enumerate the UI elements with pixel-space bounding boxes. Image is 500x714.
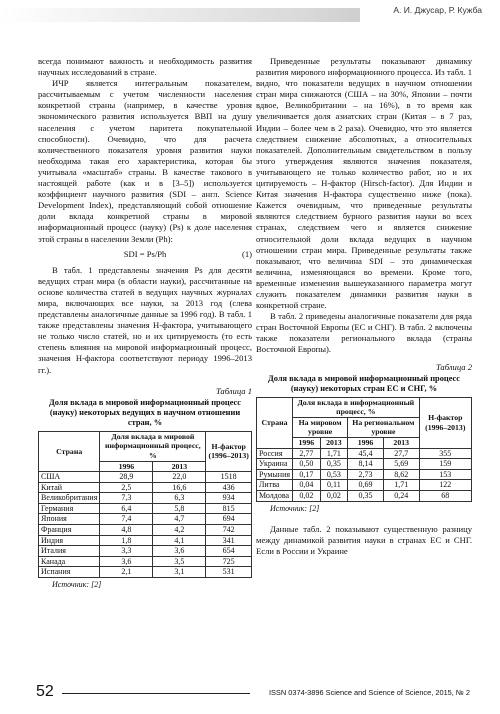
header-gradient-bar (0, 8, 360, 22)
cell-value: 2,1 (100, 567, 153, 578)
table-row (39, 535, 252, 546)
table-caption: Таблица 1 (215, 385, 252, 396)
cell-value: 934 (206, 493, 252, 504)
cell-value: 725 (206, 556, 252, 567)
table-row (39, 503, 252, 514)
footer-rule (62, 693, 250, 694)
cell-value: 3,6 (153, 546, 206, 557)
table-row (39, 546, 252, 557)
table-row (39, 525, 252, 536)
table-caption: Таблица 2 (435, 361, 472, 372)
cell-value: 16,6 (153, 482, 206, 493)
header-year: 1996 (293, 438, 321, 449)
table-2 (256, 397, 472, 502)
table-source: Источник: [2] (270, 503, 320, 513)
left-column (38, 56, 252, 590)
paragraph: Данные табл. 2 показывают существенную разницу между динамикой развития науки в странах ЕС и СНГ. Если в России и Украине (256, 523, 472, 556)
table-title: Доля вклада в мировой информационный процесс (науку) некоторых ведущих в научном отношении стран, % (49, 397, 241, 427)
cell-value: 4,1 (153, 535, 206, 546)
cell-value: 2,77 (293, 448, 321, 459)
cell-country: Румыния (257, 469, 293, 480)
table-title: Доля вклада в мировой информационный процесс (науку) некоторых стран ЕС и СНГ, % (268, 373, 460, 393)
cell-value: 8,62 (383, 469, 419, 480)
header-country: Страна (257, 397, 293, 448)
journal-info: ISSN 0374-3896 Science and Science of Science, 2015, № 2 (268, 688, 470, 697)
cell-value: 2,73 (348, 469, 384, 480)
cell-value: 3,6 (100, 556, 153, 567)
cell-value: 22,0 (153, 472, 206, 483)
page-header (0, 0, 500, 38)
page-number: 52 (36, 683, 54, 700)
cell-country: США (39, 472, 100, 483)
cell-value: 654 (206, 546, 252, 557)
cell-value: 5,8 (153, 503, 206, 514)
table-row (257, 459, 472, 470)
right-column (256, 56, 472, 557)
cell-value: 27,7 (383, 448, 419, 459)
paragraph: В табл. 2 приведены аналогичные показатели для ряда стран Восточной Европы (ЕС и СНГ). В табл. 2 включены также показатели регионального вклада (страны Восточной Европы). (256, 311, 472, 355)
cell-value: 6,4 (100, 503, 153, 514)
cell-value: 153 (419, 469, 471, 480)
formula (38, 249, 252, 260)
cell-value: 0,53 (320, 469, 348, 480)
cell-country: Япония (39, 514, 100, 525)
cell-value: 8,14 (348, 459, 384, 470)
cell-value: 531 (206, 567, 252, 578)
cell-value: 4,7 (153, 514, 206, 525)
cell-value: 68 (419, 490, 471, 501)
cell-value: 3,3 (100, 546, 153, 557)
cell-value: 7,3 (100, 493, 153, 504)
table-1 (38, 431, 252, 578)
cell-value: 4,2 (153, 525, 206, 536)
header-country: Страна (39, 431, 100, 471)
table-row (39, 472, 252, 483)
header-world: На мировом уровне (293, 417, 348, 437)
paragraph: В табл. 1 представлены значения Ps для десяти ведущих стран мира (в области науки), рассчитанные на основе количества статей в ведущих научных журналах мира, включающих все науки, за 2013 год (слева представлены аналогичные данные за 1996 год). В табл. 1 также представлены значения Н-фактора, учитывающего не только число статей, но и их цитируемость (то есть степень влияния на мировой информационный процесс, значения Н-фактора соответствуют периоду 1996–2013 гг.). (38, 264, 252, 375)
cell-value: 5,69 (383, 459, 419, 470)
cell-country: Россия (257, 448, 293, 459)
cell-value: 1518 (206, 472, 252, 483)
cell-value: 0,04 (293, 480, 321, 491)
table-row (39, 482, 252, 493)
cell-value: 3,1 (153, 567, 206, 578)
cell-value: 6,3 (153, 493, 206, 504)
cell-value: 1,71 (383, 480, 419, 491)
table-row (257, 480, 472, 491)
header-year: 2013 (320, 438, 348, 449)
table-row (39, 514, 252, 525)
table-row (257, 490, 472, 501)
header-year: 2013 (383, 438, 419, 449)
cell-value: 694 (206, 514, 252, 525)
table-row (39, 567, 252, 578)
running-head-authors: А. И. Джусар, Р. Кужба (393, 5, 482, 15)
cell-value: 436 (206, 482, 252, 493)
table-row (39, 493, 252, 504)
page-footer (0, 683, 500, 707)
cell-country: Италия (39, 546, 100, 557)
cell-value: 742 (206, 525, 252, 536)
formula-expression: SDI = Ps/Ph (123, 248, 167, 259)
formula-number: (1) (241, 248, 252, 259)
cell-value: 28,9 (100, 472, 153, 483)
cell-value: 815 (206, 503, 252, 514)
cell-country: Великобритания (39, 493, 100, 504)
cell-country: Франция (39, 525, 100, 536)
table-row (39, 556, 252, 567)
header-share: Доля вклада в мировой информационный процесс, % (100, 431, 206, 461)
table-row (257, 469, 472, 480)
cell-value: 45,4 (348, 448, 384, 459)
cell-value: 0,17 (293, 469, 321, 480)
cell-value: 1,71 (320, 448, 348, 459)
paragraph: Приведенные результаты показывают динамику развития мирового информационного процесса. Из табл. 1 видно, что показатели ведущих в научном отношении стран мира снижаются (США – на 30%, Японии – почти вдвое, Великобритании – на 16%), в то время как увеличивается доля азиатских стран (Китая – в 7 раз, Индии – более чем в 2 раза). Очевидно, что это является следствием снижение абсолютных, а относительных показателей. Дополнительным свидетельством в пользу этого утверждения являются значения показателя, учитывающего не только количество работ, но и их цитируемость – Н-фактор (Hirsch-factor). Для Индии и Китая значения Н-фактора существенно ниже (пока). Кажется очевидным, что приведенные результаты являются следствием бурного развития науки во всех странах, следствием чего и является снижение относительной доли вклада ведущих в научном отношении стран мира. Приведенные результаты также показывают, что величина SDI – это динамическая величина, изменяющаяся во времени. Кроме того, временные изменения вышеуказанного параметра могут служить показателем динамики развития науки в конкретной стране. (256, 56, 472, 311)
cell-value: 0,35 (320, 459, 348, 470)
header-h-factor: Н-фактор (1996–2013) (419, 397, 471, 448)
cell-value: 2,5 (100, 482, 153, 493)
cell-country: Литва (257, 480, 293, 491)
cell-country: Китай (39, 482, 100, 493)
header-h-factor: Н-фактор (1996–2013) (206, 431, 252, 471)
cell-value: 7,4 (100, 514, 153, 525)
cell-country: Молдова (257, 490, 293, 501)
header-share: Доля вклада в информационный процесс, % (293, 397, 420, 417)
cell-country: Германия (39, 503, 100, 514)
cell-value: 0,24 (383, 490, 419, 501)
cell-value: 341 (206, 535, 252, 546)
cell-value: 355 (419, 448, 471, 459)
header-year: 1996 (348, 438, 384, 449)
cell-value: 0,02 (320, 490, 348, 501)
cell-value: 159 (419, 459, 471, 470)
cell-country: Украина (257, 459, 293, 470)
cell-country: Индия (39, 535, 100, 546)
table-source: Источник: [2] (52, 580, 102, 590)
table-row (257, 448, 472, 459)
paragraph: ИЧР является интегральным показателем, рассчитываемым с учетом численности населения конкретной страны (например, в качестве уровня экономического развития используется ВВП на душу населения с учетом паритета покупательной способности). Очевидно, что для расчета количественного показателя уровня развития науки необходима такая его характеристика, которая бы учитывала «масштаб» страны. В качестве такового в настоящей работе (как и в [3–5]) используется коэффициент научного развития (SDI – англ. Science Development Index), представляющий собой отношение доли вклада конкретной страны в мировой информационный процесс (науку) (Ps) к доле населения этой страны в населении Земли (Ph): (38, 78, 252, 244)
cell-value: 3,5 (153, 556, 206, 567)
cell-value: 0,50 (293, 459, 321, 470)
cell-value: 0,35 (348, 490, 384, 501)
cell-value: 0,11 (320, 480, 348, 491)
cell-country: Канада (39, 556, 100, 567)
cell-value: 0,02 (293, 490, 321, 501)
cell-value: 122 (419, 480, 471, 491)
header-regional: На региональном уровне (348, 417, 419, 437)
paragraph: всегда понимают важность и необходимость развития научных исследований в стране. (38, 56, 252, 78)
cell-country: Испания (39, 567, 100, 578)
header-year: 1996 (100, 461, 153, 472)
cell-value: 1,8 (100, 535, 153, 546)
cell-value: 0,69 (348, 480, 384, 491)
header-year: 2013 (153, 461, 206, 472)
cell-value: 4,8 (100, 525, 153, 536)
